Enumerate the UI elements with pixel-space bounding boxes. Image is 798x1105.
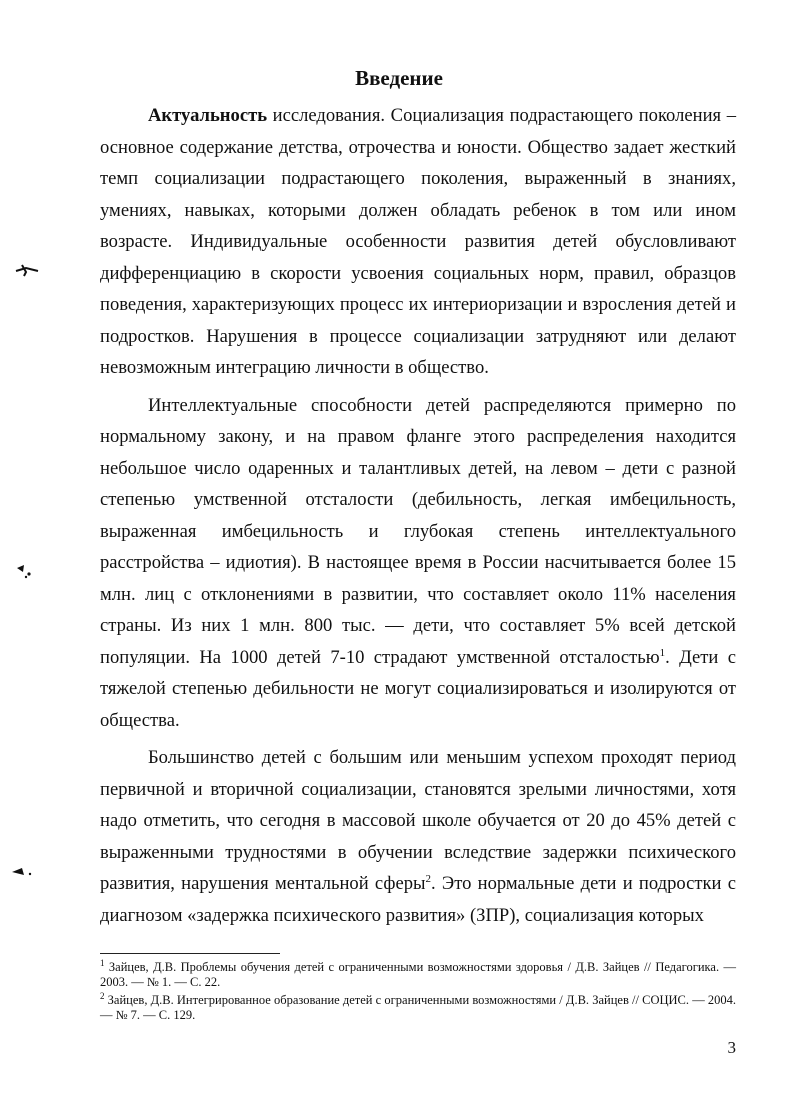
- margin-mark-2: [14, 560, 34, 580]
- page-number: 3: [727, 1038, 736, 1057]
- footnotes: [100, 957, 736, 1026]
- footnote-number: 2: [100, 990, 105, 1001]
- section-title: Введение: [355, 66, 443, 90]
- footnote-number: 1: [100, 957, 105, 968]
- paragraph-relevance: [100, 100, 736, 384]
- footnote-ref-1: 1: [659, 646, 666, 659]
- paragraph-socialization: [100, 742, 736, 931]
- footnote-2: [100, 990, 736, 1023]
- paragraph-text: . Дети с тяжелой степенью дебильности не могут социализироваться и изолируются от общества.: [100, 646, 736, 731]
- footnote-divider: [100, 953, 280, 954]
- paragraph-intellectual-abilities: [100, 390, 736, 737]
- margin-mark-3: [10, 864, 36, 880]
- footnote-ref-2: 2: [425, 872, 432, 885]
- footnote-1: [100, 957, 736, 990]
- margin-mark-1: [14, 262, 40, 278]
- paragraph-text: . Это нормальные дети и подростки с диагнозом «задержка психического развития» (ЗПР), социализация которых: [100, 873, 736, 926]
- footnote-text: Зайцев, Д.В. Проблемы обучения детей с ограниченными возможностями здоровья / Д.В. Зайцев // Педагогика. — 2003. — № 1. — С. 22.: [100, 960, 736, 989]
- keyword-relevance: Актуальность: [148, 105, 268, 126]
- main-text: [100, 100, 736, 931]
- footnote-text: Зайцев, Д.В. Интегрированное образование детей с ограниченными возможностями / Д.В. Зайцев // СОЦИС. — 2004. — № 7. — С. 129.: [100, 993, 736, 1022]
- paragraph-text: Большинство детей с большим или меньшим успехом проходят период первичной и вторичной социализации, становятся зрелыми личностями, хотя надо отметить, что сегодня в массовой школе обучается от 20 до 45% детей с выраженными трудностями в обучении вследствие задержки психического развития, нарушения ментальной сферы: [100, 747, 736, 894]
- paragraph-text: исследования. Социализация подрастающего поколения – основное содержание детства, отрочества и юности. Общество задает жесткий темп социализации подрастающего поколения, выраженный в знаниях, умениях, навыках, которыми должен обладать ребенок в том или ином возрасте. Индивидуальные особенности развития детей обусловливают дифференциацию в скорости усвоения социальных норм, правил, образцов поведения, характеризующих процесс их интериоризации и взросления детей и подростков. Нарушения в процессе социализации затрудняют или делают невозможным интеграцию личности в общество.: [100, 105, 736, 378]
- paragraph-text: Интеллектуальные способности детей распределяются примерно по нормальному закону, и на правом фланге этого распределения находится небольшое число одаренных и талантливых детей, на левом – дети с разной степенью умственной отсталости (дебильность, легкая имбецильность, выраженная имбецильность и глубокая степень интеллектуального расстройства – идиотия). В настоящее время в России насчитывается более 15 млн. лиц с отклонениями в развитии, что составляет около 11% населения страны. Из них 1 млн. 800 тыс. — дети, что составляет 5% всей детской популяции. На 1000 детей 7-10 страдают умственной отсталостью: [100, 394, 736, 668]
